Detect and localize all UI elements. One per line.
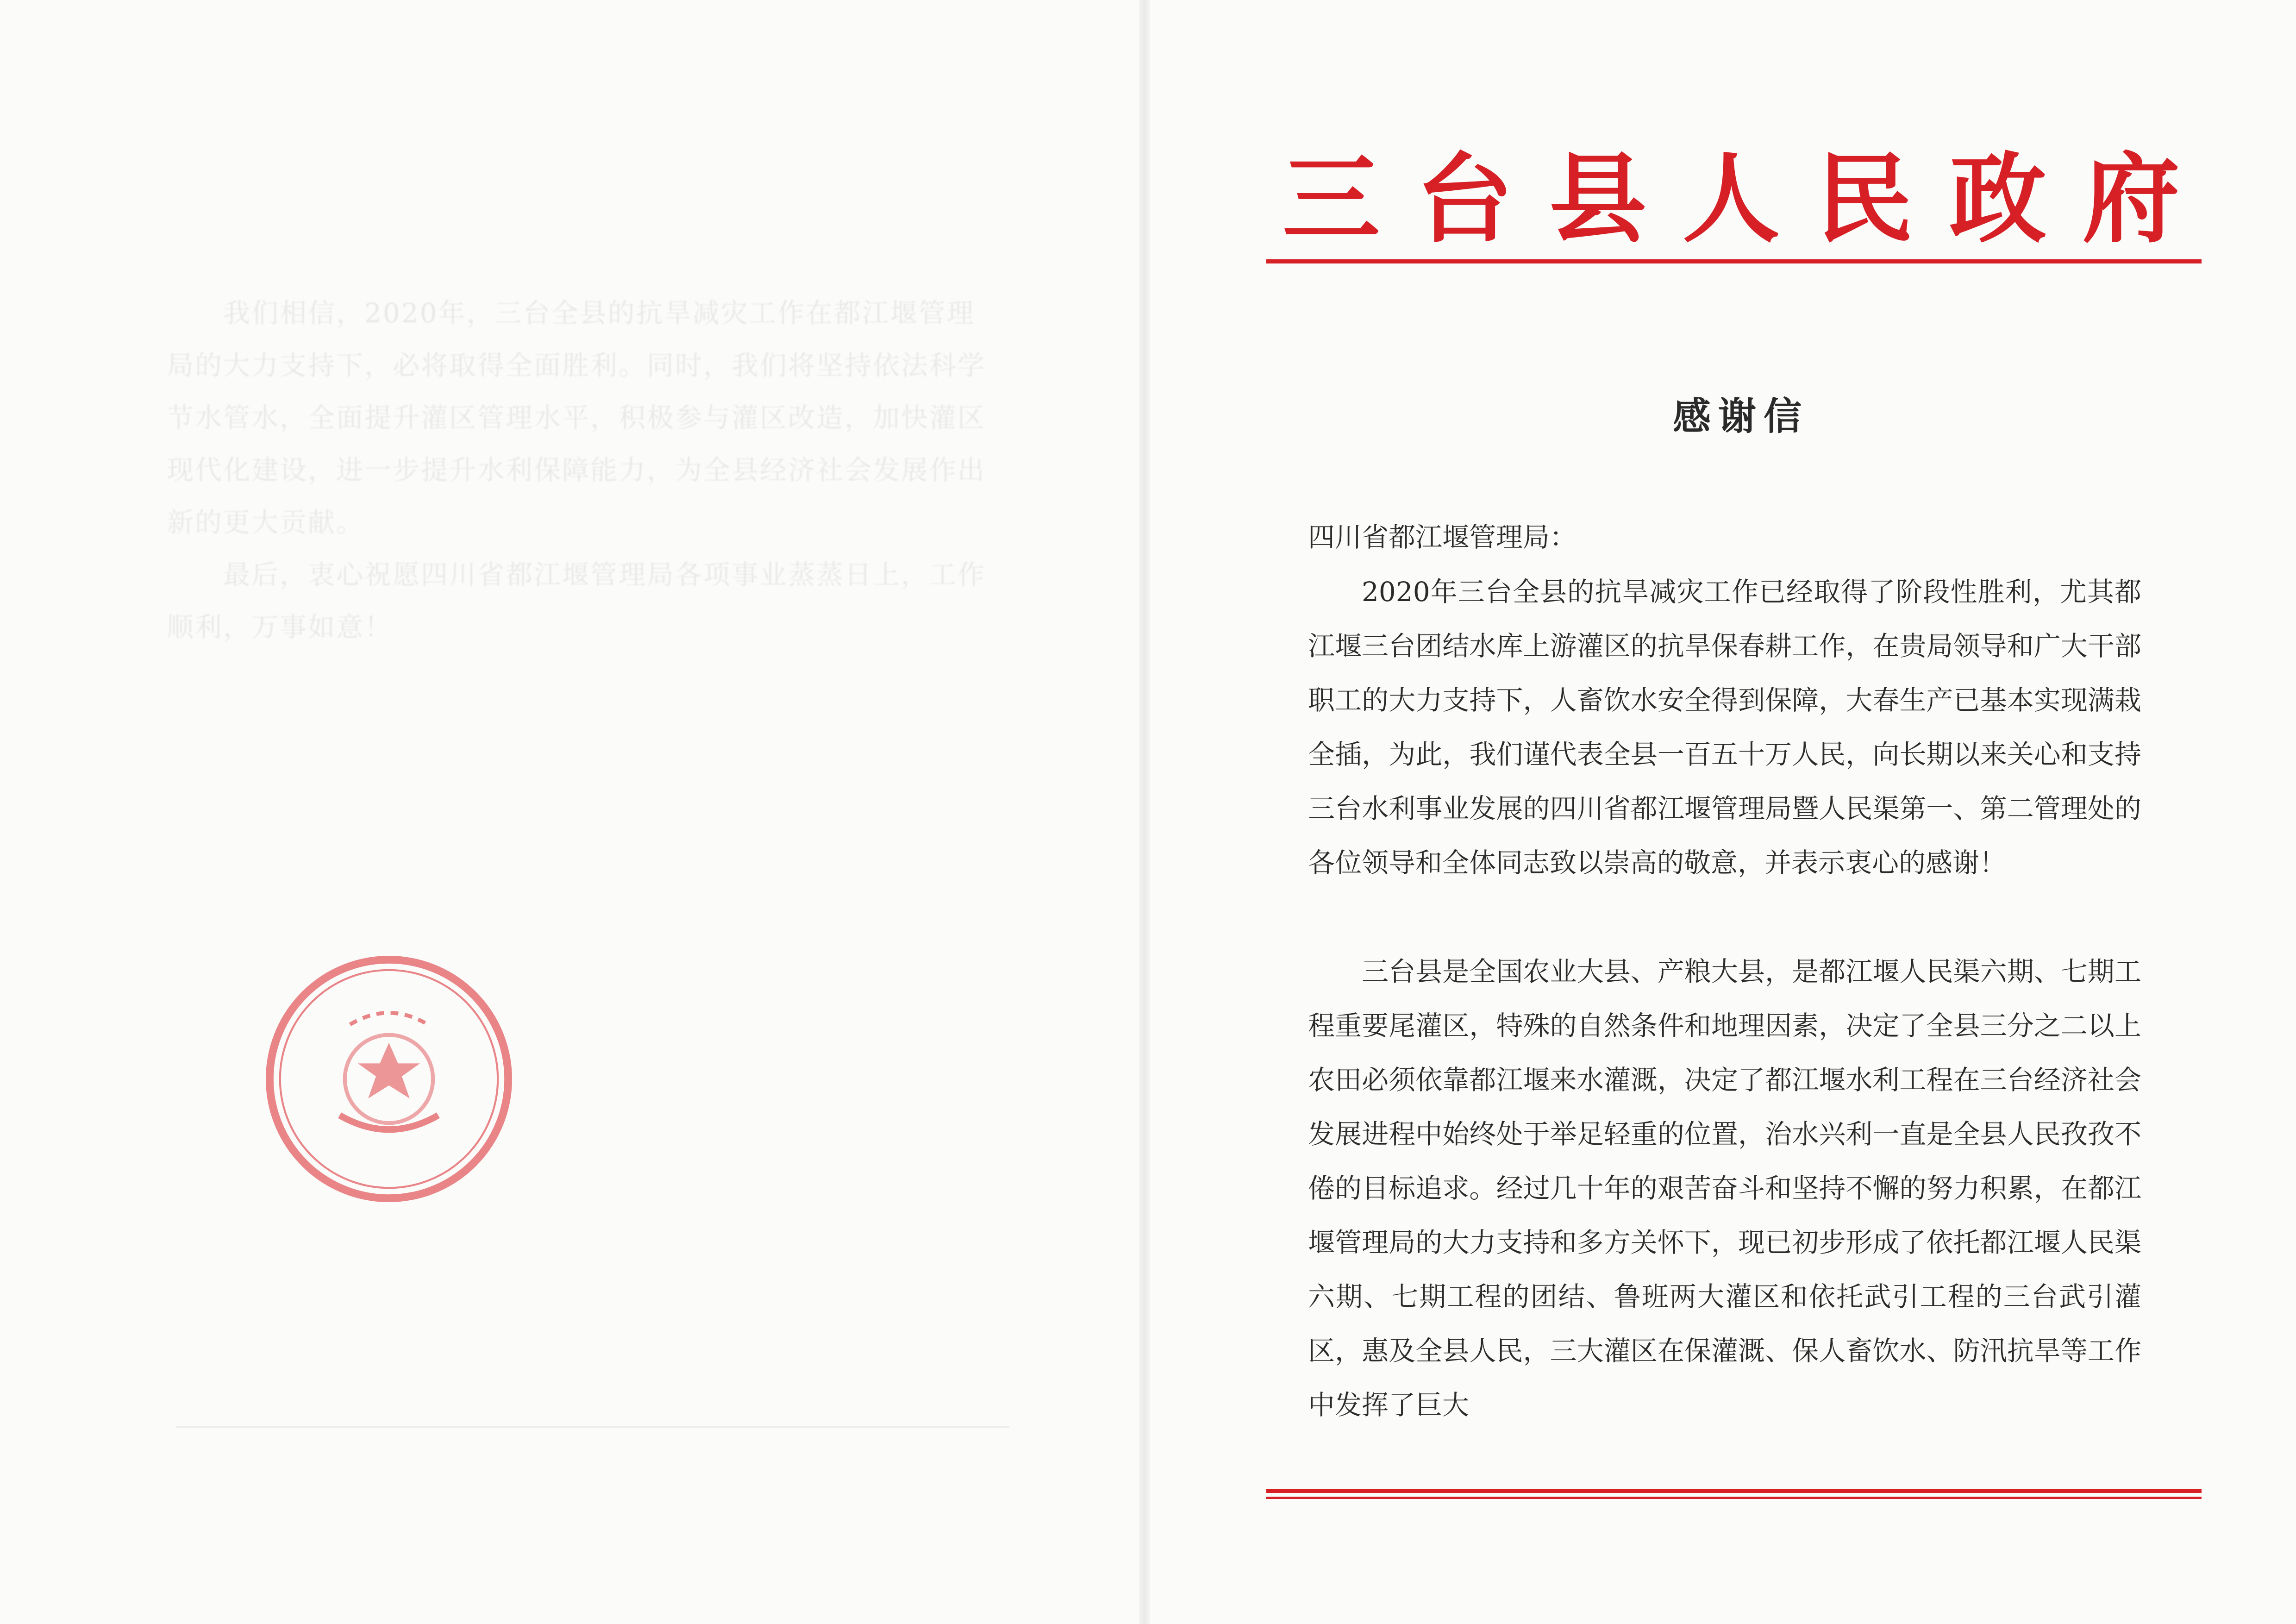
- footer-rule-top: [1266, 1489, 2202, 1493]
- salutation: 四川省都江堰管理局：: [1308, 521, 1577, 553]
- bleed-through-text: 我们相信，2020年，三台全县的抗旱减灾工作在都江堰管理局的大力支持下，必将取得全面胜利。同时，我们将坚持依法科学节水管水，全面提升灌区管理水平，积极参与灌区改造，加快灌区现代化建设，进一步提升水利保障能力，为全县经济社会发展作出新的更大贡献。 最后，衷心祝愿四川省都江堰管理局各项事业蒸蒸日上，工作顺利，万事如意！: [167, 297, 986, 643]
- bleed-through-rule: [176, 1426, 1009, 1428]
- body-paragraph-1: 2020年三台全县的抗旱减灾工作已经取得了阶段性胜利，尤其都江堰三台团结水库上游灌区的抗旱保春耕工作，在贵局领导和广大干部职工的大力支持下，人畜饮水安全得到保障，大春生产已基本实现满栽全插，为此，我们谨代表全县一百五十万人民，向长期以来关心和支持三台水利事业发展的四川省都江堰管理局暨人民渠第一、第二管理处的各位领导和全体同志致以崇高的敬意，并表示衷心的感谢！: [1308, 576, 2141, 878]
- letter-title: 感谢信: [1672, 395, 1809, 439]
- footer-rule-bottom: [1266, 1497, 2202, 1499]
- page-fold: [1139, 0, 1150, 1624]
- government-seal-icon: [259, 949, 519, 1209]
- body-paragraph-2: 三台县是全国农业大县、产粮大县，是都江堰人民渠六期、七期工程重要尾灌区，特殊的自然条件和地理因素，决定了全县三分之二以上农田必须依靠都江堰来水灌溉，决定了都江堰水利工程在三台经济社会发展进程中始终处于举足轻重的位置，治水兴利一直是全县人民孜孜不倦的目标追求。经过几十年的艰苦奋斗和坚持不懈的努力积累，在都江堰管理局的大力支持和多方关怀下，现已初步形成了依托都江堰人民渠六期、七期工程的团结、鲁班两大灌区和依托武引工程的三台武引灌区，惠及全县人民，三大灌区在保灌溉、保人畜饮水、防汛抗旱等工作中发挥了巨大: [1308, 956, 2141, 1421]
- letterhead-title: 三台县人民政府: [1283, 142, 2216, 256]
- letterhead-rule: [1266, 259, 2202, 263]
